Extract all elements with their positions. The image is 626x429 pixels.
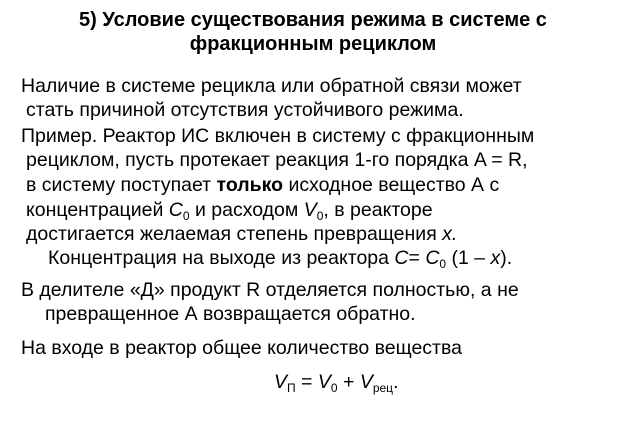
plus-sign: + bbox=[337, 371, 360, 393]
paragraph-1-line-2: стать причиной отсутствия устойчивого режима. bbox=[26, 99, 464, 121]
slide-title-line-2: фракционным рециклом bbox=[189, 33, 437, 55]
example-line-6 bbox=[48, 246, 512, 270]
var-c: C bbox=[394, 247, 409, 269]
formula bbox=[274, 370, 398, 394]
sub-0: 0 bbox=[182, 209, 190, 223]
var-v0 bbox=[304, 199, 324, 221]
example-line-3-text-b: исходное вещество А с bbox=[283, 174, 500, 196]
var-x: x. bbox=[442, 223, 458, 245]
input-line-1: На входе в реактор общее количество вещества bbox=[21, 337, 462, 359]
slide-title-line-1: 5) Условие существования режима в системе с bbox=[79, 9, 547, 31]
sub-0: 0 bbox=[330, 381, 338, 395]
example-line-5 bbox=[26, 222, 457, 246]
var-c: C bbox=[168, 199, 183, 221]
example-line-4-text-a: концентрацией bbox=[26, 199, 169, 221]
sub-0: 0 bbox=[439, 257, 447, 271]
period: . bbox=[393, 371, 399, 393]
example-line-4-text-c: , в реакторе bbox=[323, 199, 433, 221]
example-line-4 bbox=[26, 198, 433, 222]
example-line-6-text-b: = bbox=[408, 247, 426, 269]
example-line-6-text-c: (1 – bbox=[446, 247, 491, 269]
var-c0 bbox=[169, 199, 190, 221]
var-v: V bbox=[274, 371, 288, 393]
var-c: C bbox=[425, 247, 440, 269]
paragraph-1-line-1: Наличие в системе рецикла или обратной связи может bbox=[21, 75, 522, 97]
var-x: x bbox=[490, 247, 501, 269]
example-line-6-text-d: ). bbox=[500, 247, 513, 269]
example-line-3 bbox=[26, 173, 499, 197]
example-line-6-text-a: Концентрация на выходе из реактора bbox=[48, 247, 395, 269]
divider-line-1: В делителе «Д» продукт R отделяется полностью, а не bbox=[21, 279, 519, 301]
var-v: V bbox=[359, 371, 373, 393]
equals-sign: = bbox=[295, 371, 318, 393]
sub-0: 0 bbox=[316, 209, 324, 223]
divider-line-2: превращенное А возвращается обратно. bbox=[45, 303, 416, 325]
example-line-3-text-a: в систему поступает bbox=[26, 174, 217, 196]
example-line-2: рециклом, пусть протекает реакция 1-го порядка A = R, bbox=[26, 149, 528, 171]
example-line-1: Пример. Реактор ИС включен в систему с фракционным bbox=[21, 125, 535, 147]
sub-rec: рец bbox=[372, 381, 394, 395]
var-v: V bbox=[317, 371, 331, 393]
var-c0 bbox=[425, 247, 446, 269]
var-v: V bbox=[303, 199, 317, 221]
example-line-5-text: достигается желаемая степень превращения bbox=[26, 223, 443, 245]
example-line-4-text-b: и расходом bbox=[189, 199, 304, 221]
emphasis-only: только bbox=[216, 174, 284, 196]
sub-p: П bbox=[287, 381, 296, 395]
